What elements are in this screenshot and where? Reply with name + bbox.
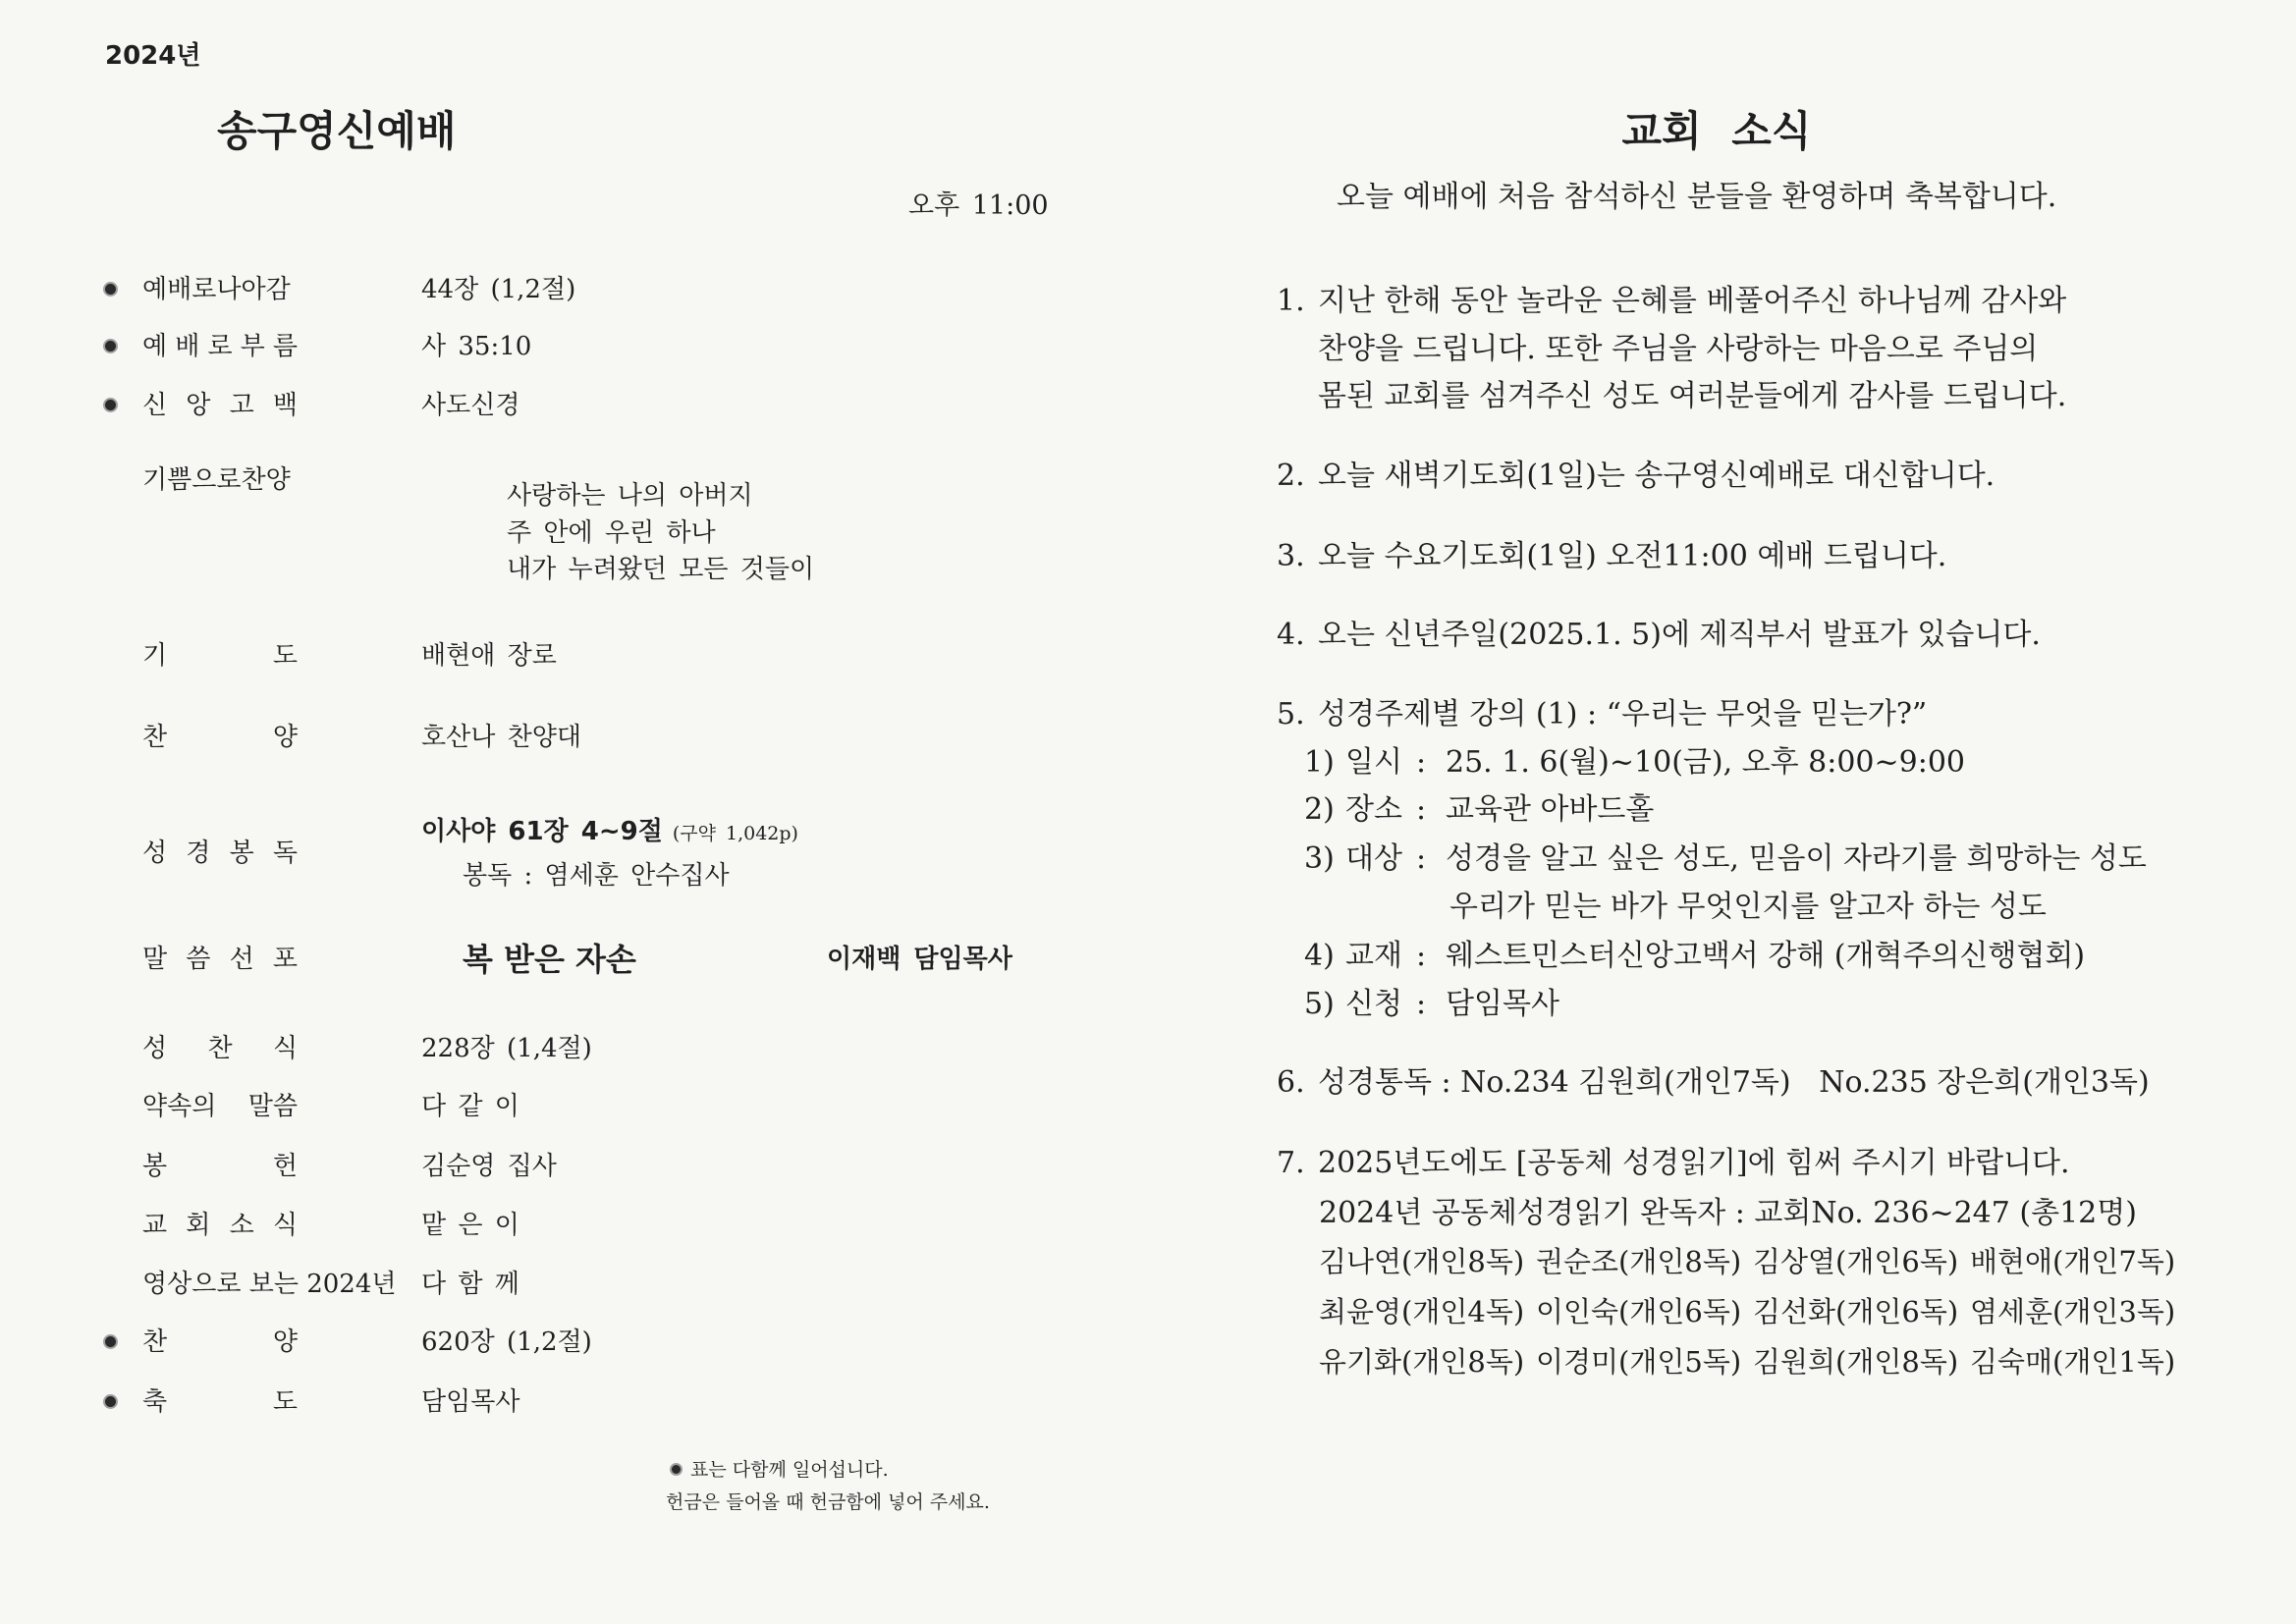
label-glyph: 예배로나아감 — [142, 275, 291, 304]
news-item-number: 2. — [1277, 459, 1305, 493]
news-item-line: 2025년도에도 [공동체 성경읽기]에 힘써 주시기 바랍니다. — [1318, 1146, 2070, 1180]
lecture-detail-label: 교재 — [1345, 939, 1402, 973]
finisher-entry: 염세훈(개인3독) — [1970, 1295, 2176, 1328]
label-glyph: 포 — [272, 945, 298, 974]
finisher-entry: 최윤영(개인4독) — [1319, 1295, 1525, 1328]
lecture-detail-label: 일시 — [1345, 745, 1402, 780]
order-label-creed — [142, 390, 298, 421]
label-glyph: 찬 — [142, 723, 168, 752]
label-glyph: 식 — [272, 1034, 298, 1063]
label-glyph: 름 — [272, 332, 298, 361]
label-glyph: 독 — [272, 839, 298, 868]
news-item-number: 3. — [1277, 539, 1305, 573]
label-glyph: 말 — [142, 945, 168, 974]
label-glyph: 선 — [229, 945, 254, 974]
standing-bullet-icon — [105, 400, 116, 410]
finisher-entry: 김선화(개인6독) — [1753, 1295, 1959, 1328]
lecture-detail-label: 신청 — [1345, 987, 1402, 1021]
bulletin-year: 2024년 — [105, 41, 201, 71]
label-glyph: 찬 — [142, 1327, 168, 1357]
sermon-preacher: 이재백 담임목사 — [827, 945, 1012, 974]
label-glyph: 기쁨으로찬양 — [142, 465, 291, 495]
order-label-year-video: 영상으로 보는 2024년 — [142, 1270, 397, 1299]
label-glyph: 식 — [272, 1211, 298, 1240]
finishers-list — [1319, 1244, 2187, 1394]
worship-time: 오후 11:00 — [908, 190, 1049, 221]
order-value-creed: 사도신경 — [421, 391, 520, 420]
finishers-heading: 2024년 공동체성경읽기 완독자 : 교회No. 236~247 (총12명) — [1319, 1196, 2137, 1230]
label-glyph: 경 — [186, 839, 211, 868]
order-value-anthem: 호산나 찬양대 — [421, 723, 581, 752]
news-item-line: 찬양을 드립니다. 또한 주님을 사랑하는 마음으로 주님의 — [1318, 332, 2039, 366]
label-glyph: 성 — [142, 1034, 168, 1063]
order-label-processional — [142, 274, 298, 305]
news-item-line: 오는 신년주일(2025.1. 5)에 제직부서 발표가 있습니다. — [1318, 618, 2041, 652]
order-value-processional: 44장 (1,2절) — [421, 275, 576, 304]
order-value-communion: 228장 (1,4절) — [421, 1034, 592, 1063]
label-glyph: 양 — [272, 1327, 298, 1357]
lecture-detail-label: 장소 — [1345, 792, 1402, 827]
label-glyph: 봉 — [142, 1152, 168, 1181]
label-glyph: 백 — [272, 391, 298, 420]
news-item-number: 5. — [1277, 697, 1305, 731]
lecture-detail-number: 3) — [1304, 841, 1335, 876]
news-item-number: 6. — [1277, 1065, 1305, 1100]
label-glyph: 성 — [142, 839, 168, 868]
scripture-reader: 봉독 : 염세훈 안수집사 — [463, 861, 730, 891]
standing-bullet-icon — [105, 284, 116, 295]
finisher-entry: 유기화(개인8독) — [1319, 1345, 1525, 1379]
order-label-announcements — [142, 1210, 298, 1241]
label-glyph: 양 — [272, 723, 298, 752]
order-label-sermon — [142, 944, 298, 975]
lecture-detail-value: 교육관 아바드홀 — [1446, 792, 1655, 827]
lecture-detail-value: 성경을 알고 싶은 성도, 믿음이 자라기를 희망하는 성도 — [1446, 841, 2147, 876]
finisher-entry: 김나연(개인8독) — [1319, 1245, 1525, 1278]
order-label-communion — [142, 1033, 298, 1064]
order-label-offering — [142, 1151, 298, 1182]
lecture-detail-number: 1) — [1304, 745, 1335, 780]
label-glyph: 약속의 — [142, 1092, 217, 1121]
label-glyph: 기 — [142, 641, 168, 671]
news-item-line: 몸된 교회를 섬겨주신 성도 여러분들에게 감사를 드립니다. — [1318, 379, 2067, 413]
finisher-entry: 이인숙(개인6독) — [1536, 1295, 1742, 1328]
lecture-detail-label: 대상 — [1345, 841, 1402, 876]
order-value-prayer: 배현애 장로 — [421, 641, 557, 671]
standing-bullet-icon — [672, 1465, 681, 1474]
label-glyph: 부 — [240, 332, 265, 361]
finisher-entry: 권순조(개인8독) — [1536, 1245, 1742, 1278]
finisher-entry: 김원희(개인8독) — [1753, 1345, 1959, 1379]
order-value-announcements: 맡 은 이 — [421, 1211, 519, 1240]
order-value-call-to-worship: 사 35:10 — [421, 332, 532, 361]
news-item-line: 성경주제별 강의 (1) : “우리는 무엇을 믿는가?” — [1318, 697, 1928, 731]
detail-separator: : — [1416, 987, 1427, 1021]
lecture-detail-number: 5) — [1304, 987, 1335, 1021]
label-glyph: 도 — [272, 641, 298, 671]
lecture-detail-number: 4) — [1304, 939, 1335, 973]
news-item-number: 7. — [1277, 1146, 1305, 1180]
standing-bullet-icon — [105, 1336, 116, 1347]
detail-separator: : — [1416, 792, 1427, 827]
order-label-hymn — [142, 1326, 298, 1358]
order-label-call-to-worship — [142, 331, 298, 362]
order-label-prayer — [142, 640, 298, 672]
order-value-hymn: 620장 (1,2절) — [421, 1327, 592, 1357]
finisher-entry: 김상열(개인6독) — [1753, 1245, 1959, 1278]
news-item-number: 1. — [1277, 284, 1305, 318]
finisher-entry: 이경미(개인5독) — [1536, 1345, 1742, 1379]
label-glyph: 봉 — [229, 839, 254, 868]
news-title: 교회 소식 — [1621, 107, 1812, 155]
order-value-offering: 김순영 집사 — [421, 1152, 557, 1181]
sermon-title: 복 받은 자손 — [463, 941, 636, 978]
order-value-promise: 다 같 이 — [421, 1092, 519, 1121]
lecture-detail-number: 2) — [1304, 792, 1335, 827]
label-glyph: 고 — [229, 391, 254, 420]
label-glyph: 찬 — [207, 1034, 233, 1063]
order-value-benediction: 담임목사 — [421, 1387, 520, 1417]
news-item-line: 지난 한해 동안 놀라운 은혜를 베풀어주신 하나님께 감사와 — [1318, 284, 2067, 318]
label-glyph: 예 — [142, 332, 168, 361]
label-glyph: 앙 — [186, 391, 211, 420]
order-label-scripture — [142, 838, 298, 869]
order-label-promise — [142, 1091, 298, 1122]
finisher-entry: 배현애(개인7독) — [1970, 1245, 2176, 1278]
standing-bullet-icon — [105, 341, 116, 352]
scripture-reference-line — [421, 816, 798, 847]
lecture-detail-value: 담임목사 — [1446, 987, 1559, 1021]
label-glyph: 헌 — [272, 1152, 298, 1181]
offering-note: 헌금은 들어올 때 헌금함에 넣어 주세요. — [666, 1491, 990, 1513]
finisher-entry: 김숙매(개인1독) — [1970, 1345, 2176, 1379]
lecture-detail-value: 25. 1. 6(월)~10(금), 오후 8:00~9:00 — [1446, 745, 1966, 780]
detail-separator: : — [1416, 745, 1427, 780]
scripture-page-note: (구약 1,042p) — [672, 823, 798, 844]
detail-separator: : — [1416, 841, 1427, 876]
worship-title: 송구영신예배 — [217, 107, 457, 155]
news-item-line: 성경통독 : No.234 김원희(개인7독) No.235 장은희(개인3독) — [1318, 1065, 2150, 1100]
label-glyph: 축 — [142, 1387, 168, 1417]
standing-bullet-icon — [105, 1396, 116, 1407]
news-item-line: 오늘 새벽기도회(1일)는 송구영신예배로 대신합니다. — [1318, 459, 1995, 493]
lecture-detail-continuation: 우리가 믿는 바가 무엇인지를 알고자 하는 성도 — [1449, 890, 2047, 924]
order-label-praise — [142, 464, 298, 496]
label-glyph: 교 — [142, 1211, 168, 1240]
label-glyph: 씀 — [186, 945, 211, 974]
praise-lyric-line: 주 안에 우린 하나 — [507, 518, 716, 548]
label-glyph: 로 — [207, 332, 233, 361]
news-item-number: 4. — [1277, 618, 1305, 652]
label-glyph: 신 — [142, 391, 168, 420]
news-item-line: 오늘 수요기도회(1일) 오전11:00 예배 드립니다. — [1318, 539, 1947, 573]
order-label-benediction — [142, 1386, 298, 1418]
label-glyph: 회 — [186, 1211, 211, 1240]
detail-separator: : — [1416, 939, 1427, 973]
order-label-anthem — [142, 722, 298, 753]
scripture-reference: 이사야 61장 4~9절 — [421, 817, 663, 846]
label-glyph: 도 — [272, 1387, 298, 1417]
order-value-year-video: 다 함 께 — [421, 1270, 519, 1299]
label-glyph: 소 — [229, 1211, 254, 1240]
label-glyph: 배 — [175, 332, 200, 361]
welcome-message: 오늘 예배에 처음 참석하신 분들을 환영하며 축복합니다. — [1337, 180, 2057, 214]
praise-lyric-line: 사랑하는 나의 아버지 — [507, 481, 753, 511]
standing-note — [672, 1457, 889, 1483]
standing-note-text: 표는 다함께 일어섭니다. — [690, 1459, 889, 1481]
label-glyph: 말씀 — [247, 1092, 298, 1121]
praise-lyric-line: 내가 누려왔던 모든 것들이 — [507, 555, 815, 584]
lecture-detail-value: 웨스트민스터신앙고백서 강해 (개혁주의신행협회) — [1446, 939, 2086, 973]
